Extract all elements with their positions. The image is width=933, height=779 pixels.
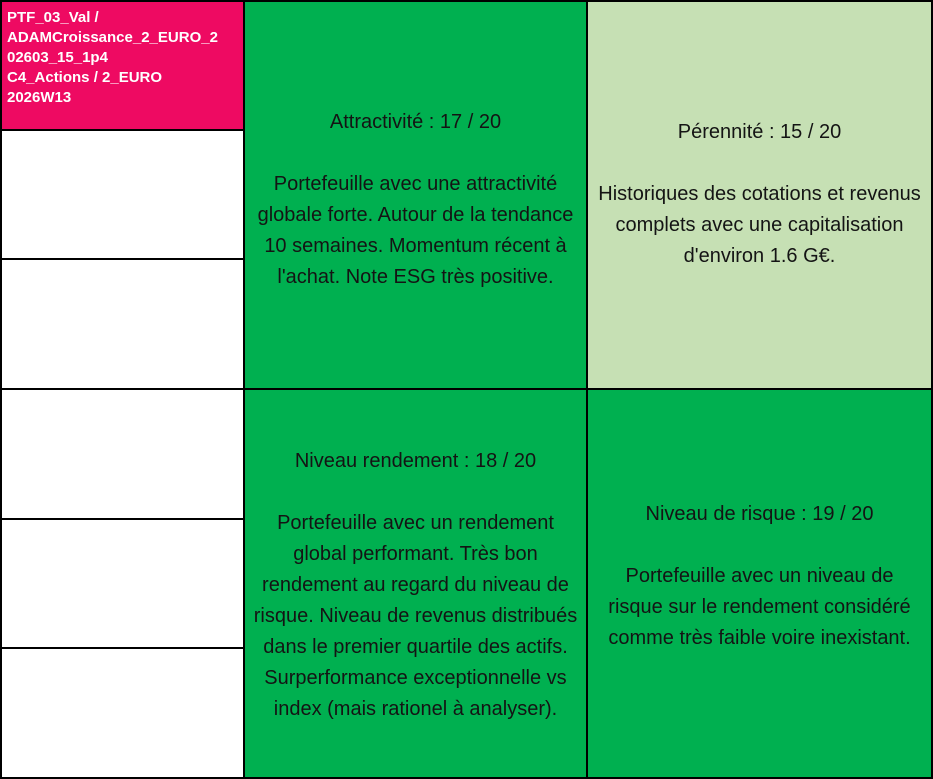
- perennite-score: Pérennité : 15 / 20: [677, 120, 842, 143]
- attractivite-score: Attractivité : 17 / 20: [329, 111, 502, 133]
- attractivite-description: Portefeuille avec une attractivité globale forte. Autour de la tendance 10 semaines. Momentum récent à l'achat. Note ESG très positive.: [257, 173, 574, 288]
- risque-card: [586, 388, 933, 779]
- rendement-description: Portefeuille avec un rendement global performant. Très bon rendement au regard du niveau de risque. Niveau de revenus distribués dans le premier quartile des actifs. Surperformance exceptionnelle vs index (mais rationel à analyser).: [253, 512, 578, 720]
- portfolio-title-line: ADAMCroissance_2_EURO_2: [7, 29, 218, 46]
- empty-cell: [0, 518, 245, 649]
- perennite-description: Historiques des cotations et revenus complets avec une capitalisation d'environ 1.6 G€.: [598, 182, 921, 267]
- portfolio-title-line: 02603_15_1p4: [7, 49, 108, 66]
- rendement-score: Niveau rendement : 18 / 20: [294, 450, 537, 472]
- perennite-card: [586, 0, 933, 390]
- attractivite-card: [243, 0, 588, 390]
- portfolio-title-line: 2026W13: [7, 89, 72, 106]
- empty-cell: [0, 388, 245, 520]
- rendement-card: [243, 388, 588, 779]
- empty-cell: [0, 129, 245, 260]
- portfolio-title-line: C4_Actions / 2_EURO: [7, 69, 163, 86]
- empty-cell: [0, 258, 245, 390]
- portfolio-title: [0, 0, 245, 131]
- risque-score: Niveau de risque : 19 / 20: [645, 503, 874, 525]
- portfolio-title-line: PTF_03_Val /: [7, 9, 99, 26]
- risque-description: Portefeuille avec un niveau de risque sur le rendement considéré comme très faible voire inexistant.: [608, 565, 911, 649]
- empty-cell: [0, 647, 245, 779]
